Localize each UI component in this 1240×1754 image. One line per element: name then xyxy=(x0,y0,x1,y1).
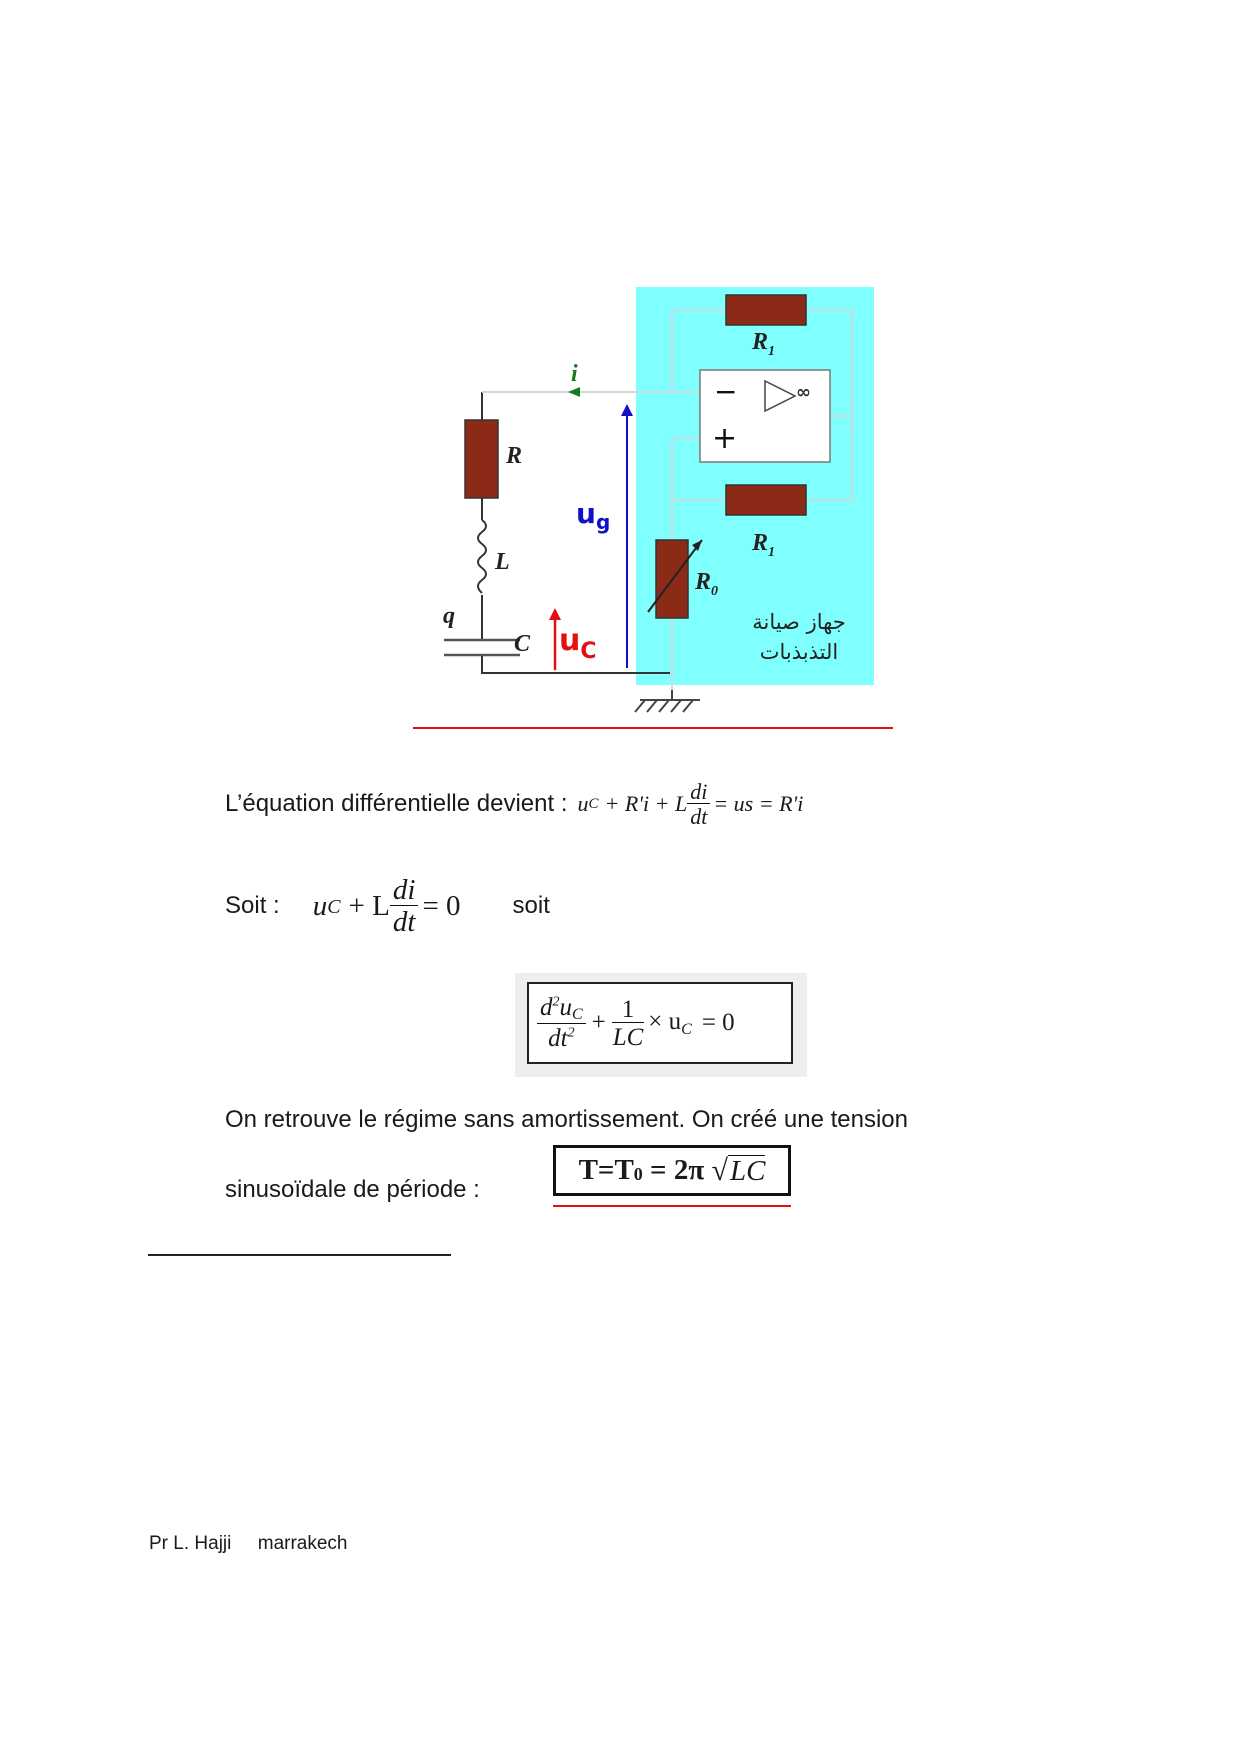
paragraph-line-1: On retrouve le régime sans amortissement. On créé une tension xyxy=(225,1106,908,1133)
label-C: C xyxy=(514,631,531,657)
boxed-equation-panel xyxy=(515,973,807,1077)
label-i: i xyxy=(571,361,578,387)
resistor-R1-top xyxy=(726,295,806,325)
sqrt-icon: √ xyxy=(711,1153,728,1187)
footer-text: Pr L. Hajji marrakech xyxy=(149,1533,348,1554)
boxed-equation: $\frac{d^2uC}{dt^2}$ + $\frac{1}{LC}$ × $u_C$ = 0 xyxy=(527,982,793,1064)
paragraph-line-2: sinusoïdale de période : xyxy=(225,1176,480,1203)
period-formula: T=T 0 = 2π √ LC xyxy=(553,1145,791,1196)
equation-2: u C + L $\frac{di}{dt}$ = 0 xyxy=(312,873,461,938)
capacitor-C xyxy=(444,640,520,655)
inductor-L xyxy=(478,520,486,593)
soit-label: Soit : xyxy=(225,892,280,919)
label-uc: $u_C$ xyxy=(559,623,597,664)
op-amp-minus: − xyxy=(714,375,738,408)
equation-1-row xyxy=(225,774,803,834)
op-amp-plus: + xyxy=(712,421,738,456)
resistor-R xyxy=(465,420,498,498)
op-amp-infinity: ∞ xyxy=(796,382,811,403)
label-R0: $R_0$ xyxy=(695,569,719,599)
period-red-underline xyxy=(553,1205,791,1207)
label-R1-top: $R_1$ xyxy=(752,329,776,359)
footnote-rule xyxy=(148,1254,451,1256)
label-q: q xyxy=(443,603,455,629)
soit-word: soit xyxy=(512,892,550,919)
equation-2-row xyxy=(225,870,550,942)
resistor-R1-bottom xyxy=(726,485,806,515)
eq-intro-text: L’équation différentielle devient : xyxy=(225,790,568,817)
label-R: R xyxy=(506,443,523,469)
circuit-figure xyxy=(413,285,898,730)
label-L: L xyxy=(495,549,510,575)
device-label: جهاز صيانة التذبذبات xyxy=(752,610,846,664)
ground-icon xyxy=(635,690,700,712)
equation-1: u C + R'i + L $\frac{di}{dt}$ = us = R'i xyxy=(577,778,804,829)
label-R1-bottom: $R_1$ xyxy=(752,530,776,560)
label-ug: $u_g$ xyxy=(576,497,611,534)
current-arrow-icon xyxy=(568,387,580,397)
